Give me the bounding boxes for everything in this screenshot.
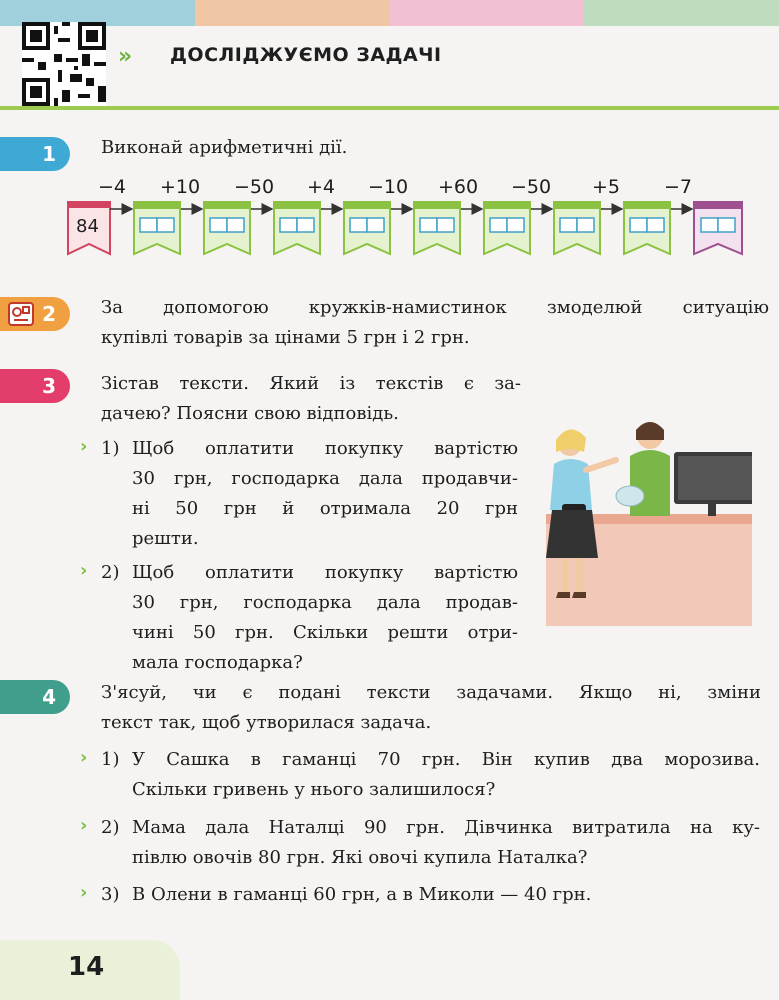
item-line: Мама дала Наталці 90 грн. Дівчинка витратила на ку- <box>132 817 760 838</box>
qr-code-icon[interactable] <box>22 22 106 106</box>
task-text-line: За допомогою кружків-намистинок змоделюй ситуацію <box>101 297 769 318</box>
task-text-line: дачею? Поясни свою відповідь. <box>101 403 399 424</box>
item-line: мала господарка? <box>132 652 303 673</box>
header-divider <box>0 106 779 110</box>
item-line: В Олени в гаманці 60 грн, а в Миколи — 40 грн. <box>132 884 592 905</box>
item-label: 3) <box>101 884 120 905</box>
task-text-line: Зістав тексти. Який із текстів є за- <box>101 373 521 394</box>
item-label: 2) <box>101 817 120 838</box>
item-label: 1) <box>101 438 120 459</box>
item-line: півлю овочів 80 грн. Які овочі купила Наталка? <box>132 847 588 868</box>
item-line: Щоб оплатити покупку вартістю <box>132 438 518 459</box>
bullet-arrow-icon: › <box>80 815 88 836</box>
section-title: ДОСЛІДЖУЄМО ЗАДАЧІ <box>170 44 442 66</box>
item-line: 30 грн, господарка дала продавчи- <box>132 468 518 489</box>
text-item <box>132 558 518 678</box>
item-label: 2) <box>101 562 120 583</box>
operation-label: −4 <box>98 176 127 198</box>
task-number-badge: 2 <box>0 297 70 331</box>
start-value: 84 <box>76 216 99 237</box>
item-line: ні 50 грн й отримала 20 грн <box>132 498 518 519</box>
bullet-arrow-icon: › <box>80 882 88 903</box>
operation-label: +60 <box>438 176 479 198</box>
item-line: решти. <box>132 528 199 549</box>
item-line: Щоб оплатити покупку вартістю <box>132 562 518 583</box>
bullet-arrow-icon: › <box>80 560 88 581</box>
bullet-arrow-icon: › <box>80 747 88 768</box>
item-line: 30 грн, господарка дала продав- <box>132 592 518 613</box>
operation-label: +10 <box>160 176 201 198</box>
operation-label: −10 <box>368 176 409 198</box>
model-beads-icon <box>8 302 34 326</box>
task-instruction: Виконай арифметичні дії. <box>101 137 348 158</box>
operation-chain <box>66 176 746 256</box>
text-item <box>132 434 518 554</box>
operation-label: −7 <box>664 176 693 198</box>
operation-label: +5 <box>592 176 621 198</box>
bullet-arrow-icon: › <box>80 436 88 457</box>
task-number-badge: 3 <box>0 369 70 403</box>
text-item <box>132 813 760 873</box>
flag-chain-graphic <box>66 198 746 256</box>
item-label: 1) <box>101 749 120 770</box>
item-line: У Сашка в гаманці 70 грн. Він купив два морозива. <box>132 749 760 770</box>
task-text-line: купівлі товарів за цінами 5 грн і 2 грн. <box>101 327 470 348</box>
task-number-badge: 4 <box>0 680 70 714</box>
operation-label: −50 <box>511 176 552 198</box>
item-line: чині 50 грн. Скільки решти отри- <box>132 622 518 643</box>
shop-illustration <box>542 418 752 630</box>
operation-label: +4 <box>307 176 336 198</box>
task-text-line: З'ясуй, чи є подані тексти задачами. Якщо ні, зміни <box>101 682 761 703</box>
top-color-stripes <box>0 0 779 26</box>
item-line: Скільки гривень у нього залишилося? <box>132 779 496 800</box>
chevron-right-icon: ›› <box>118 44 129 69</box>
page-number: 14 <box>68 952 105 982</box>
task-number-badge: 1 <box>0 137 70 171</box>
text-item <box>132 745 760 805</box>
operation-label: −50 <box>234 176 275 198</box>
task-text-line: текст так, щоб утворилася задача. <box>101 712 432 733</box>
